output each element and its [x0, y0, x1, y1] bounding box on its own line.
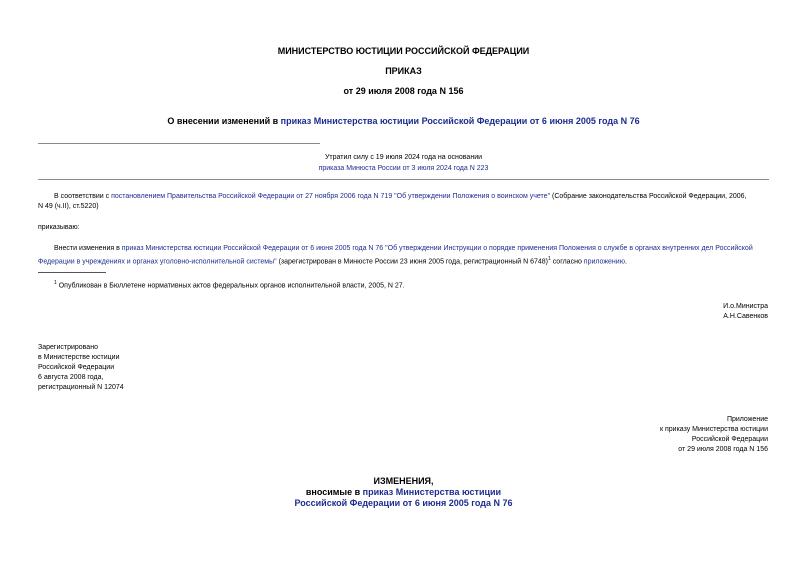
p2-link-order-76-line-2[interactable]: Федерации в учреждениях и органах уголовно-исполнительной системы" — [38, 258, 277, 266]
registration-line-4: 6 августа 2008 года, — [38, 374, 104, 381]
paragraph-1-line-2: N 49 (ч.II), ст.5220) — [38, 203, 99, 210]
p2-link-order-76-line-1[interactable]: приказ Министерства юстиции Российской Федерации от 6 июня 2005 года N 76 "Об утверждении Инструкции о порядке применения Положения о службе в органах внутренних дел Российской — [121, 245, 753, 252]
top-divider — [38, 143, 320, 144]
changes-link-line-2[interactable]: Российской Федерации от 6 июня 2005 года N 76 — [294, 498, 513, 508]
registration-line-1: Зарегистрировано — [38, 344, 98, 351]
p2-middle: (зарегистрирован в Минюсте России 23 июня 2005 года, регистрационный N 6748) — [276, 258, 548, 266]
p1-link-decree-719[interactable]: постановлением Правительства Российской Федерации от 27 ноября 2006 года N 719 "Об утверждении Положения о воинском учете" — [111, 193, 551, 200]
p2-end: . — [624, 258, 627, 266]
changes-line-2 — [0, 487, 807, 498]
signature-name: А.Н.Савенков — [723, 313, 768, 320]
registration-line-2: в Министерстве юстиции — [38, 354, 120, 361]
p2-prefix: Внести изменения в — [54, 245, 122, 252]
status-divider — [38, 179, 769, 180]
ministry-name: МИНИСТЕРСТВО ЮСТИЦИИ РОССИЙСКОЙ ФЕДЕРАЦИИ — [277, 46, 530, 56]
status-link-order-223[interactable]: приказа Минюста России от 3 июля 2024 года N 223 — [318, 165, 489, 172]
appendix-line-3: Российской Федерации — [691, 436, 768, 443]
registration-line-5: регистрационный N 12074 — [38, 384, 124, 391]
footnote-divider — [38, 272, 106, 273]
paragraph-1-line-1 — [54, 192, 774, 202]
changes-prefix: вносимые в — [305, 487, 363, 497]
document-date-number: от 29 июля 2008 года N 156 — [343, 86, 464, 96]
p1-prefix: В соответствии с — [54, 193, 112, 200]
p2-after: согласно — [550, 258, 584, 266]
paragraph-2-line-1 — [54, 244, 753, 254]
changes-heading: ИЗМЕНЕНИЯ, — [373, 476, 434, 486]
p2-footnote-marker: 1 — [548, 256, 551, 262]
footnote-marker: 1 — [54, 280, 57, 286]
appendix-line-2: к приказу Министерства юстиции — [659, 426, 768, 433]
order-word: приказываю: — [38, 224, 80, 231]
paragraph-2-line-2 — [38, 254, 627, 267]
appendix-line-4: от 29 июля 2008 года N 156 — [678, 446, 768, 453]
document-title — [0, 116, 807, 127]
status-line: Утратил силу с 19 июля 2024 года на основании — [324, 154, 483, 161]
footnote — [54, 278, 405, 291]
p2-link-appendix[interactable]: приложению — [583, 258, 625, 266]
changes-link-line-1[interactable]: приказ Министерства юстиции — [362, 487, 502, 497]
title-link-order-76[interactable]: приказ Министерства юстиции Российской Федерации от 6 июня 2005 года N 76 — [280, 116, 640, 126]
registration-line-3: Российской Федерации — [38, 364, 115, 371]
footnote-text: Опубликован в Бюллетене нормативных актов федеральных органов исполнительной власти, 2005, N 27. — [56, 282, 405, 290]
appendix-line-1: Приложение — [726, 416, 768, 423]
signature-position: И.о.Министра — [723, 303, 768, 310]
p1-suffix: (Собрание законодательства Российской Федерации, 2006, — [550, 193, 747, 200]
title-prefix: О внесении изменений в — [167, 116, 281, 126]
document-type: ПРИКАЗ — [385, 66, 422, 76]
